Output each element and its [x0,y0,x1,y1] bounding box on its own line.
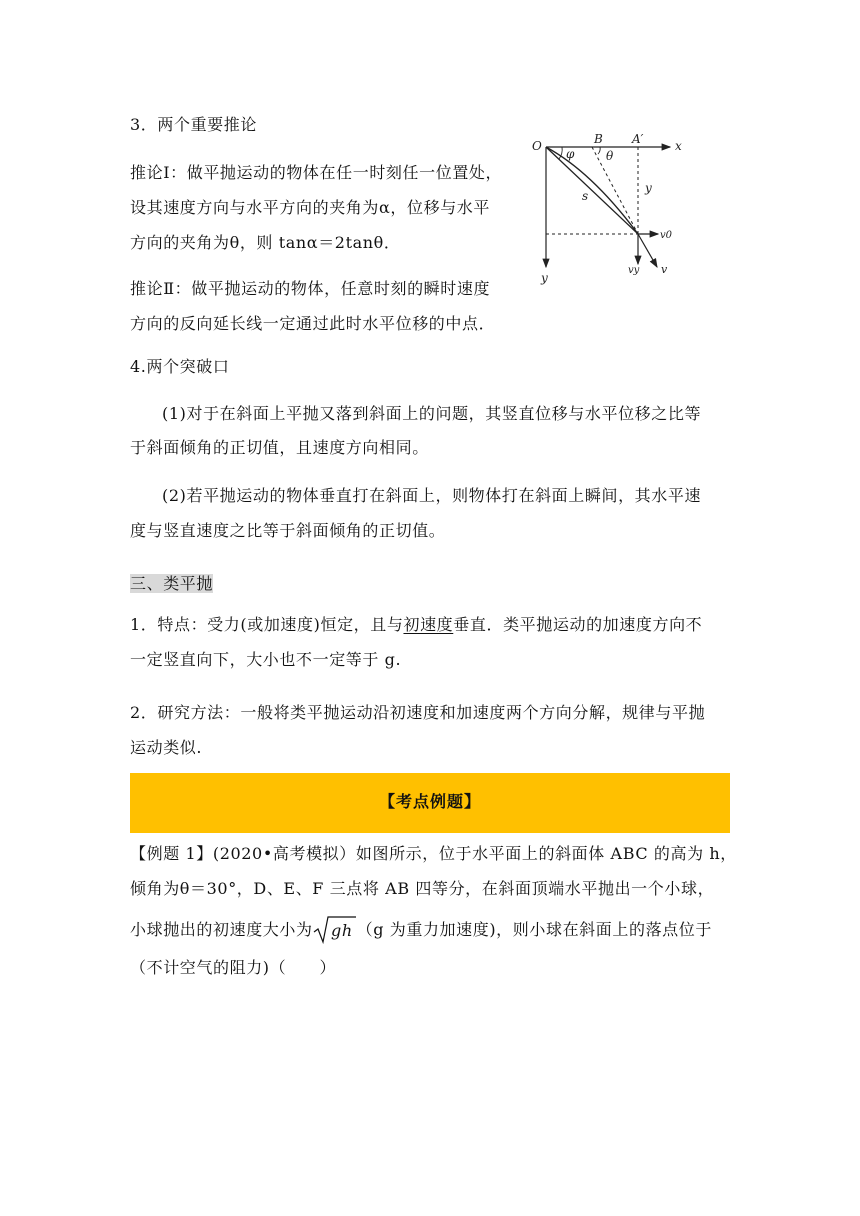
corollary-2-line-1: 推论Ⅱ：做平抛运动的物体，任意时刻的瞬时速度 [130,279,491,298]
label-vy: vy [628,265,640,276]
example-banner [130,773,730,833]
label-y-mid: y [645,181,652,195]
p1-underlined-text: 初速度 [403,615,454,634]
section-3-title: 3．两个重要推论 [130,115,257,134]
class-throw-p1-line-2: 一定竖直向下，大小也不一定等于 g. [130,650,402,669]
class-throw-p2-line-1: 2．研究方法：一般将类平抛运动沿初速度和加速度两个方向分解，规律与平抛 [130,703,706,722]
sqrt-radicand: gh [330,921,353,940]
p1-text-a: 1．特点：受力(或加速度)恒定，且与 [130,615,404,634]
section-4-item-2-line-2: 度与竖直速度之比等于斜面倾角的正切值。 [130,521,446,540]
example-1-line-4: （不计空气的阻力)（ ） [130,958,337,977]
example-1-line-3-b: （g 为重力加速度)，则小球在斜面上的落点位于 [356,920,712,939]
label-origin: O [532,139,542,153]
example-1-line-1: 【例题 1】(2020•高考模拟）如图所示，位于水平面上的斜面体 ABC 的高为 h， [130,844,737,863]
label-y-bottom: y [541,271,548,285]
label-x: x [675,139,682,153]
label-a-prime: A′ [632,132,644,146]
label-b: B [594,132,603,146]
label-v: v [661,263,668,276]
class-throw-heading [130,571,213,594]
section-4-item-2-line-1: (2)若平抛运动的物体垂直打在斜面上，则物体打在斜面上瞬间，其水平速 [162,486,702,505]
label-phi: φ [566,147,575,161]
section-4-title: 4.两个突破口 [130,357,230,376]
v-arrow [638,234,657,267]
class-throw-p2-line-2: 运动类似. [130,738,203,757]
p1-text-b: 垂直．类平抛运动的加速度方向不 [453,615,703,634]
corollary-2-line-2: 方向的反向延长线一定通过此时水平位移的中点． [130,314,496,333]
section-4-item-1-line-1: (1)对于在斜面上平抛又落到斜面上的问题，其竖直位移与水平位移之比等 [162,404,702,423]
example-1-line-2: 倾角为θ＝30°，D、E、F 三点将 AB 四等分，在斜面顶端水平抛出一个小球， [130,879,715,898]
label-theta: θ [606,149,614,163]
example-1-line-3 [130,914,712,944]
class-throw-p1-line-1 [130,612,702,635]
displacement-line [546,147,638,234]
sqrt-gh-expression [313,914,357,944]
label-s: s [582,189,589,203]
corollary-1-line-3: 方向的夹角为θ，则 tanα＝2tanθ． [130,233,401,252]
projectile-diagram [528,132,700,294]
label-v0: v0 [660,230,673,241]
corollary-1-line-2: 设其速度方向与水平方向的夹角为α，位移与水平 [130,198,491,217]
class-throw-heading-text: 三、类平抛 [130,574,214,593]
example-1-line-3-a: 小球抛出的初速度大小为 [130,920,313,939]
banner-title: 【考点例题】 [378,792,481,811]
corollary-1-line-1: 推论Ⅰ：做平抛运动的物体在任一时刻任一位置处， [130,163,503,182]
section-4-item-1-line-2: 于斜面倾角的正切值，且速度方向相同。 [130,438,429,457]
